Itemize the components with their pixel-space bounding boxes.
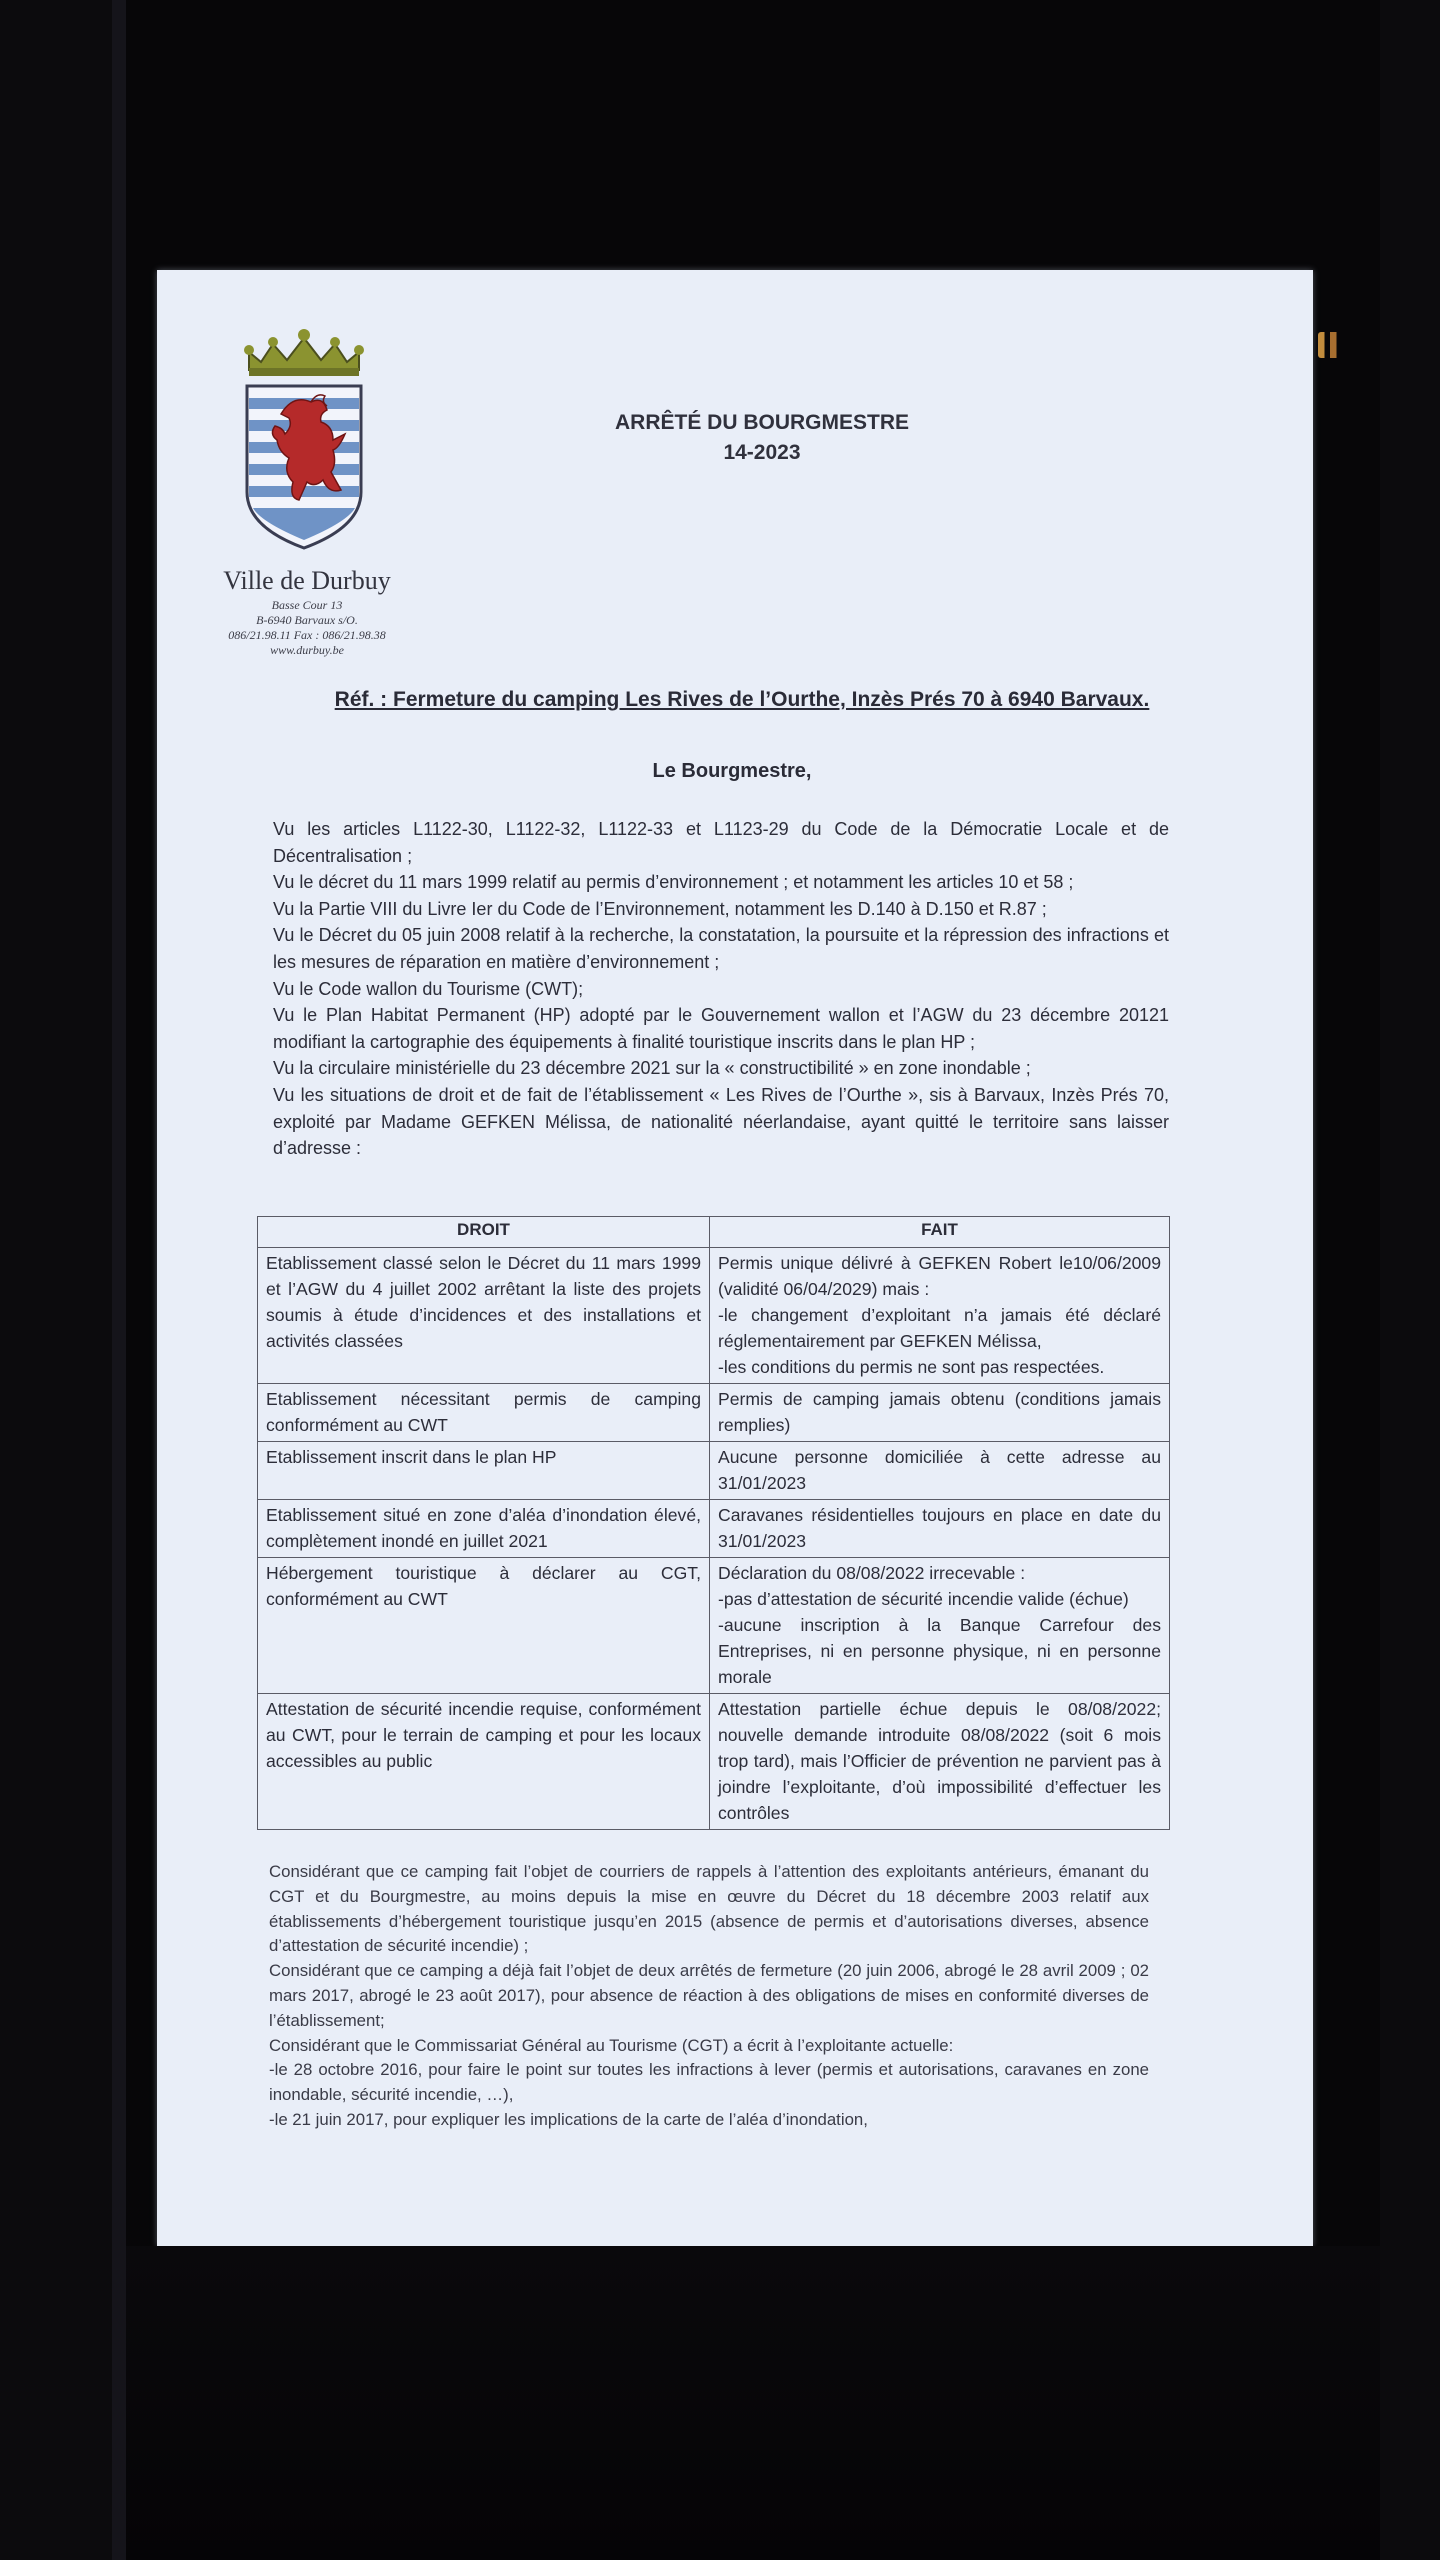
salutation: Le Bourgmestre, (652, 760, 812, 782)
fait-cell (710, 1558, 1170, 1694)
address-line-1: Basse Cour 13 (271, 598, 343, 612)
droit-cell: Etablissement classé selon le Décret du 11 mars 1999 et l’AGW du 4 juillet 2002 arrêtant la liste des projets soumis à étude d’incidences et des installations et activités classées (258, 1248, 710, 1384)
fait-line: Déclaration du 08/08/2022 irrecevable : (718, 1563, 1026, 1583)
fait-line: Attestation partielle échue depuis le 08/08/2022; nouvelle demande introduite 08/08/2022 (soit 6 mois trop tard), mais l’Officier de prévention ne parvient pas à joindre l’exploitante, d’où impossibilité d’effectuer les contrôles (718, 1699, 1161, 1823)
fait-line: -les conditions du permis ne sont pas respectées. (718, 1357, 1105, 1377)
address-line-2: B-6940 Barvaux s/O. (256, 613, 358, 627)
table-header-row (258, 1217, 1170, 1248)
fait-cell (710, 1694, 1170, 1830)
droit-cell: Etablissement nécessitant permis de camping conformément au CWT (258, 1384, 710, 1442)
droit-fait-table (257, 1216, 1170, 1830)
document-title (537, 408, 987, 468)
preamble-item: Vu les situations de droit et de fait de l’établissement « Les Rives de l’Ourthe », sis à Barvaux, Inzès Prés 70, exploité par Madame GEFKEN Mélissa, de nationalité néerlandaise, ayant quitté le territoire sans laisser d’adresse : (273, 1084, 1169, 1159)
fait-line: -aucune inscription à la Banque Carrefour des Entreprises, ni en personne physique, ni en personne morale (718, 1615, 1161, 1687)
table-row (258, 1248, 1170, 1384)
droit-cell: Etablissement situé en zone d’aléa d’inondation élevé, complètement inondé en juillet 2021 (258, 1500, 710, 1558)
phone-fax: 086/21.98.11 Fax : 086/21.98.38 (228, 628, 386, 642)
consideration-item: Considérant que le Commissariat Général au Tourisme (CGT) a écrit à l’exploitante actuelle: (269, 2035, 954, 2055)
power-indicator-light (1318, 332, 1340, 358)
fait-line: Permis de camping jamais obtenu (conditions jamais remplies) (718, 1389, 1161, 1435)
website: www.durbuy.be (270, 643, 344, 657)
fait-line: Permis unique délivré à GEFKEN Robert le10/06/2009 (validité 06/04/2029) mais : (718, 1253, 1161, 1299)
column-header-fait: FAIT (710, 1217, 1170, 1248)
preamble-item: Vu la Partie VIII du Livre Ier du Code de l’Environnement, notamment les D.140 à D.150 et R.87 ; (273, 898, 1047, 919)
preamble-item: Vu le décret du 11 mars 1999 relatif au permis d’environnement ; et notamment les articles 10 et 58 ; (273, 872, 1074, 893)
table-row (258, 1500, 1170, 1558)
consideration-item: -le 28 octobre 2016, pour faire le point sur toutes les infractions à lever (permis et autorisations, caravanes en zone inondable, sécurité incendie, …), (269, 2060, 1149, 2105)
fait-line: Aucune personne domiciliée à cette adresse au 31/01/2023 (718, 1447, 1161, 1493)
fait-cell (710, 1248, 1170, 1384)
title-line-2: 14-2023 (723, 441, 801, 464)
consideration-item: Considérant que ce camping a déjà fait l’objet de deux arrêtés de fermeture (20 juin 2006, abrogé le 28 avril 2009 ; 02 mars 2017, abrogé le 23 août 2017), pour absence de réaction à des obligations de mises en conformité diverses de l’établissement; (269, 1961, 1149, 2030)
preamble-item: Vu le Plan Habitat Permanent (HP) adopté par le Gouvernement wallon et l’AGW du 23 décembre 20121 modifiant la cartographie des équipements à finalité touristique inscrits dans le plan HP ; (273, 1005, 1169, 1052)
considerations-section (269, 1860, 1149, 2133)
fait-cell (710, 1500, 1170, 1558)
preamble-item: Vu les articles L1122-30, L1122-32, L1122-33 et L1123-29 du Code de la Démocratie Locale et de Décentralisation ; (273, 819, 1169, 866)
droit-cell: Attestation de sécurité incendie requise, conformément au CWT, pour le terrain de camping et pour les locaux accessibles au public (258, 1694, 710, 1830)
droit-cell: Hébergement touristique à déclarer au CGT, conformément au CWT (258, 1558, 710, 1694)
preamble-item: Vu le Code wallon du Tourisme (CWT); (273, 978, 584, 999)
municipality-contact (177, 598, 437, 658)
fait-line: -le changement d’exploitant n’a jamais été déclaré réglementairement par GEFKEN Mélissa, (718, 1305, 1161, 1351)
preamble-section (273, 816, 1169, 1162)
durbuy-coat-of-arms-logo (241, 322, 367, 550)
consideration-item: Considérant que ce camping fait l’objet de courriers de rappels à l’attention des exploitants antérieurs, émanant du CGT et du Bourgmestre, au moins depuis la mise en œuvre du Décret du 18 décembre 2003 relatif aux établissements d’hébergement touristique jusqu’en 2015 (absence de permis et d’autorisations diverses, absence d’attestation de sécurité incendie) ; (269, 1862, 1149, 1956)
monitor-bezel-bottom (126, 2246, 1380, 2560)
fait-cell (710, 1384, 1170, 1442)
table-row (258, 1442, 1170, 1500)
fait-line: Caravanes résidentielles toujours en place en date du 31/01/2023 (718, 1505, 1161, 1551)
droit-cell: Etablissement inscrit dans le plan HP (258, 1442, 710, 1500)
title-line-1: ARRÊTÉ DU BOURGMESTRE (614, 411, 909, 434)
fait-line: -pas d’attestation de sécurité incendie valide (échue) (718, 1589, 1129, 1609)
monitor-frame-edge (112, 0, 126, 2560)
reference-line: Réf. : Fermeture du camping Les Rives de l’Ourthe, Inzès Prés 70 à 6940 Barvaux. (334, 688, 1150, 711)
table-row (258, 1384, 1170, 1442)
display-screen (157, 270, 1313, 2246)
consideration-item: -le 21 juin 2017, pour expliquer les implications de la carte de l’aléa d’inondation, (269, 2109, 868, 2129)
fait-cell (710, 1442, 1170, 1500)
municipality-name: Ville de Durbuy (223, 566, 391, 595)
preamble-item: Vu le Décret du 05 juin 2008 relatif à la recherche, la constatation, la poursuite et la répression des infractions et les mesures de réparation en matière d’environnement ; (273, 925, 1169, 972)
column-header-droit: DROIT (258, 1217, 710, 1248)
table-row (258, 1558, 1170, 1694)
crown-icon (244, 329, 364, 376)
table-row (258, 1694, 1170, 1830)
preamble-item: Vu la circulaire ministérielle du 23 décembre 2021 sur la « constructibilité » en zone inondable ; (273, 1058, 1031, 1079)
